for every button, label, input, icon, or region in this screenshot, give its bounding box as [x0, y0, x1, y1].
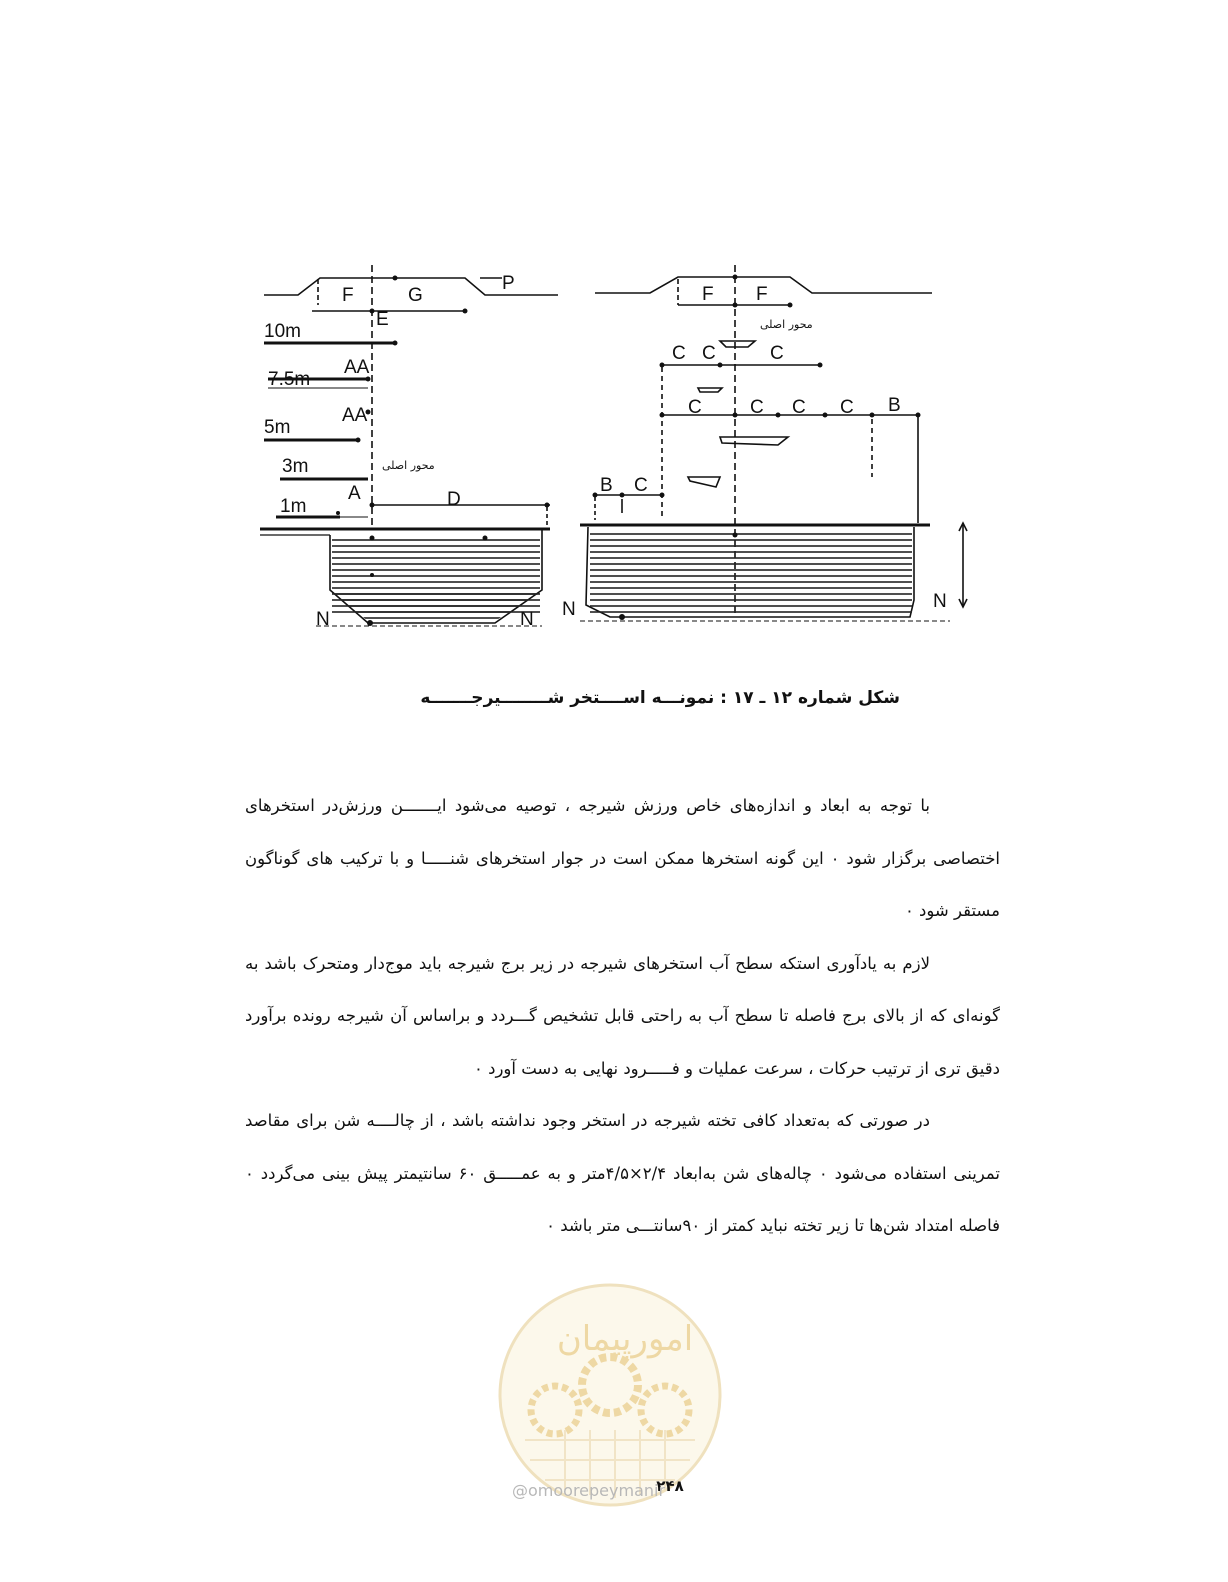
label-N-left-1: N — [316, 609, 330, 630]
label-A: A — [348, 483, 361, 504]
page-number: ۲۴۸ — [656, 1477, 684, 1495]
label-C-3: C — [770, 343, 784, 364]
label-C-4: C — [688, 397, 702, 418]
main-axis-label-right: محور اصلی — [760, 318, 813, 331]
height-3m: 3m — [282, 456, 309, 477]
figure-caption: شکل شماره ۱۲ ـ ۱۷ : نمونـــه اســــتخر شــــــــیرجـــــــه — [420, 688, 900, 708]
label-N-right-2: N — [933, 591, 947, 612]
label-AA-upper: AA — [344, 357, 370, 378]
label-B-upper: B — [888, 395, 901, 416]
label-C-2: C — [702, 343, 716, 364]
label-P: P — [502, 273, 515, 294]
label-E: E — [376, 309, 389, 330]
label-N-left-2: N — [520, 609, 534, 630]
height-7-5m: 7.5m — [268, 369, 311, 390]
paragraph-1: با توجه به ابعاد و اندازه‌های خاص ورزش شیرجه ، توصیه می‌شود ایـــــــن ورزش‌در استخرهای اختصاصی برگزار شود ۰ این گونه استخرها ممکن است در جوار استخرهای شنـــــا و با ترکیب های گوناگون مستقر شود ۰ — [245, 796, 1000, 920]
paragraph-2: لازم به یادآوری استکه سطح آب استخرهای شیرجه در زیر برج شیرجه باید موج‌دار ومتحرک باشد به گونه‌ای که از بالای برج فاصله تا سطح آب به راحتی قابل تشخیص گـــردد و براساس آن شیرجه رونده برآورد دقیق تری از ترتیب حرکات ، سرعت عملیات و فـــــرود نهایی به دست آورد ۰ — [245, 953, 1000, 1078]
watermark-logo — [495, 1280, 725, 1510]
label-D: D — [447, 489, 461, 510]
label-F-left: F — [342, 285, 354, 306]
watermark-handle: @omoorepeymanir — [512, 1481, 666, 1500]
watermark-logo-text: امورپیمان — [556, 1319, 694, 1359]
height-1m: 1m — [280, 496, 307, 517]
label-C-6: C — [792, 397, 806, 418]
label-G: G — [408, 285, 423, 306]
label-F-right-1: F — [702, 284, 714, 305]
label-F-right-2: F — [756, 284, 768, 305]
label-C-5: C — [750, 397, 764, 418]
height-10m: 10m — [264, 321, 301, 342]
paragraph-3: در صورتی که به‌تعداد کافی تخته شیرجه در استخر وجود نداشته باشد ، از چالــــه شن برای مقاصد تمرینی استفاده می‌شود ۰ چاله‌های شن به‌ابعاد ۲/۴×۴/۵متر و به عمـــــق ۶۰ سانتیمتر پیش بینی می‌گردد ۰ فاصله امتداد شن‌ها تا زیر تخته نباید کمتر از ۹۰سانتـــی متر باشد ۰ — [245, 1111, 1001, 1235]
label-C-7: C — [840, 397, 854, 418]
height-5m: 5m — [264, 417, 291, 438]
body-text — [245, 780, 1000, 1253]
left-section-diagram — [260, 265, 558, 626]
main-axis-label-left: محور اصلی — [382, 459, 435, 472]
label-C-1: C — [672, 343, 686, 364]
label-B-lower: B — [600, 475, 613, 496]
label-AA-lower: AA — [342, 405, 368, 426]
label-C-8: C — [634, 475, 648, 496]
label-N-right-1: N — [562, 599, 576, 620]
diving-pool-figure — [250, 255, 980, 645]
